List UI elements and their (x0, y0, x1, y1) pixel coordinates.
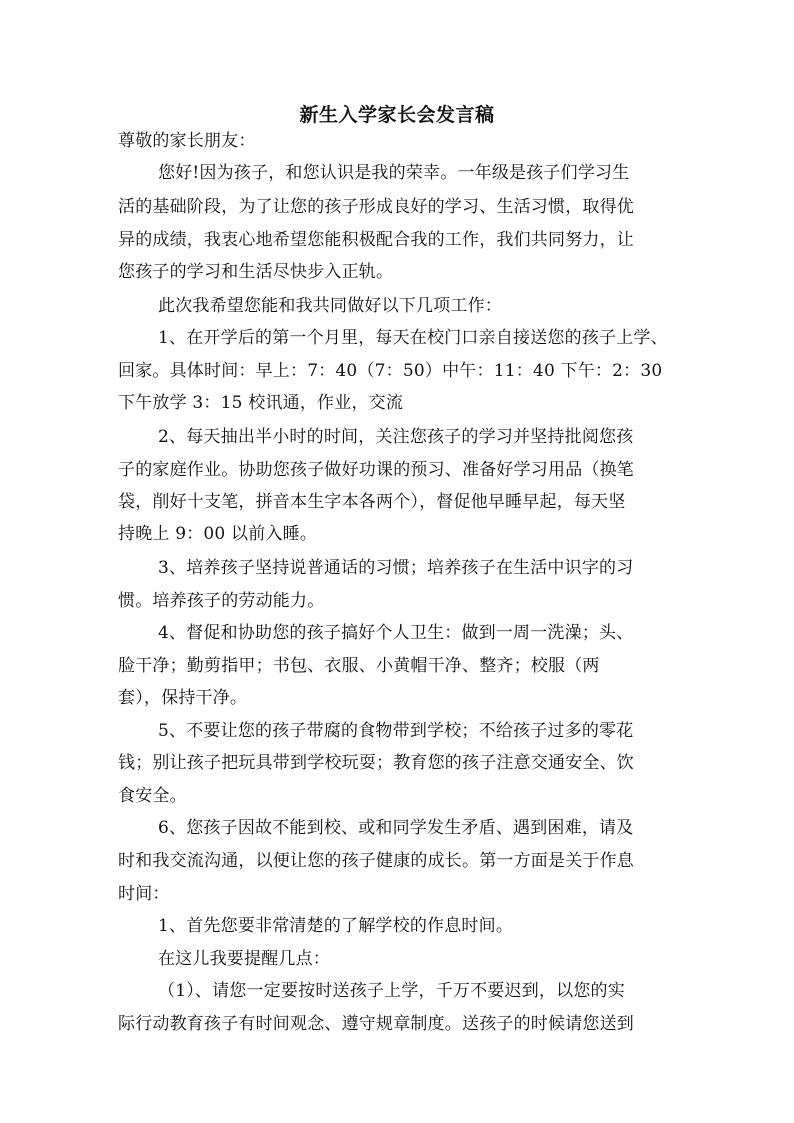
body-line: 您好!因为孩子，和您认识是我的荣幸。一年级是孩子们学习生 (158, 163, 630, 183)
body-line: 钱；别让孩子把玩具带到学校玩耍；教育您的孩子注意交通安全、饮 (118, 753, 634, 773)
body-line: 时间： (118, 884, 170, 904)
body-line: 时和我交流沟通，以便让您的孩子健康的成长。第一方面是关于作息 (118, 851, 634, 871)
body-line: 子的家庭作业。协助您孩子做好功课的预习、准备好学习用品（换笔 (118, 460, 634, 480)
body-line: 4、督促和协助您的孩子搞好个人卫生：做到一周一洗澡；头、 (158, 623, 634, 643)
body-line: 食安全。 (118, 786, 187, 806)
body-line: 在这儿我要提醒几点： (158, 949, 330, 969)
body-line: 下午放学 3：15 校讯通，作业，交流 (118, 393, 404, 413)
body-line: 1、首先您要非常清楚的了解学校的作息时间。 (158, 916, 514, 936)
body-line: 回家。具体时间：早上：7：40（7：50）中午：11：40 下午：2：30 (118, 361, 663, 381)
body-line: 3、培养孩子坚持说普通话的习惯；培养孩子在生活中识字的习 (158, 558, 634, 578)
body-line: 此次我希望您能和我共同做好以下几项工作： (158, 296, 502, 316)
body-line: 2、每天抽出半小时的时间，关注您孩子的学习并坚持批阅您孩 (158, 427, 634, 447)
body-line: 脸干净；勤剪指甲；书包、衣服、小黄帽干净、整齐；校服（两 (118, 656, 600, 676)
body-line: 惯。培养孩子的劳动能力。 (118, 591, 325, 611)
body-line: 您孩子的学习和生活尽快步入正轨。 (118, 262, 394, 282)
body-line: 袋，削好十支笔，拼音本生字本各两个），督促他早睡早起，每天坚 (118, 492, 626, 512)
body-line: 异的成绩，我衷心地希望您能积极配合我的工作，我们共同努力，让 (118, 230, 634, 250)
body-line: 6、您孩子因故不能到校、或和同学发生矛盾、遇到困难，请及 (158, 818, 634, 838)
body-line: 套），保持干净。 (118, 688, 248, 708)
document-title: 新生入学家长会发言稿 (299, 104, 495, 126)
body-line: 持晚上 9：00 以前入睡。 (118, 524, 318, 544)
salutation-line: 尊敬的家长朋友： (118, 131, 256, 151)
body-line: 活的基础阶段，为了让您的孩子形成良好的学习、生活习惯，取得优 (118, 197, 634, 217)
body-line: 5、不要让您的孩子带腐的食物带到学校；不给孩子过多的零花 (158, 721, 634, 741)
body-line: 1、在开学后的第一个月里，每天在校门口亲自接送您的孩子上学、 (158, 328, 668, 348)
body-line: （1）、请您一定要按时送孩子上学，千万不要迟到，以您的实 (158, 981, 625, 1001)
body-line: 际行动教育孩子有时间观念、遵守规章制度。送孩子的时候请您送到 (118, 1014, 634, 1034)
